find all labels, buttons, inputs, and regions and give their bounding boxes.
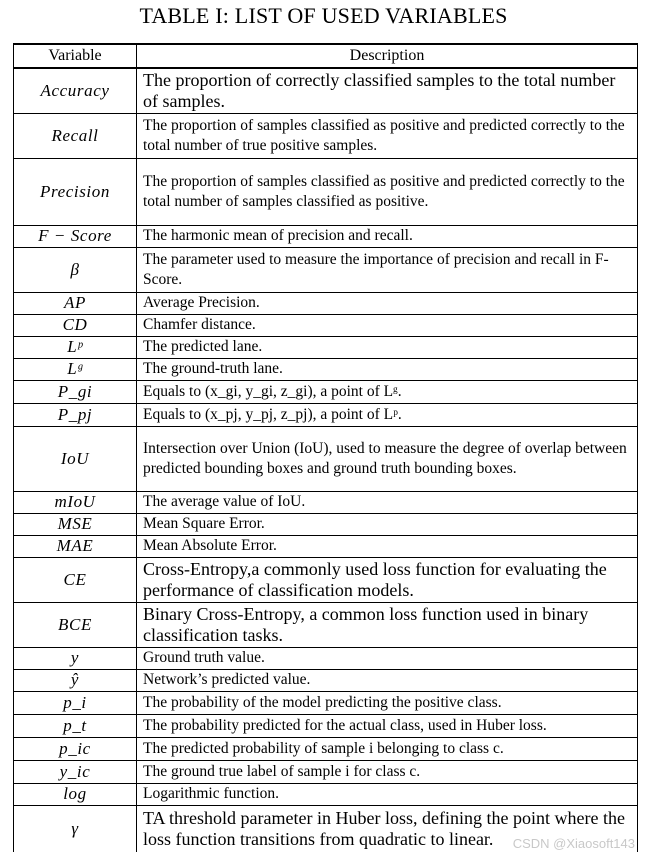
variable-cell: log [14,783,137,805]
description-cell: The ground true label of sample i for class c. [137,760,638,783]
table-row [14,535,638,557]
description-cell: Binary Cross-Entropy, a common loss function used in binary classification tasks. [137,602,638,647]
variable-cell: BCE [14,602,137,647]
description-cell: Ground truth value. [137,647,638,669]
table-row [14,737,638,760]
table-row [14,602,638,647]
header-description: Description [137,44,638,68]
description-cell: The average value of IoU. [137,491,638,513]
table-row [14,292,638,314]
watermark: CSDN @Xiaosoft143 [512,836,635,851]
table-row [14,403,638,426]
variable-cell: p_t [14,714,137,737]
variable-cell: MAE [14,535,137,557]
table-row [14,158,638,225]
description-cell: Chamfer distance. [137,314,638,336]
description-cell: TA threshold parameter in Huber loss, defining the point where the loss function transitions from quadratic to linear. [137,805,638,852]
table-row [14,760,638,783]
variable-cell: CD [14,314,137,336]
header-variable: Variable [14,44,137,68]
variable-cell: ŷ [14,669,137,691]
table-row [14,647,638,669]
table-row [14,68,638,113]
variable-cell: y [14,647,137,669]
table-row [14,669,638,691]
table-row [14,691,638,714]
table-row [14,491,638,513]
variable-cell: CE [14,557,137,602]
table-row [14,783,638,805]
variable-cell: Lᵍ [14,358,137,380]
variable-cell: p_ic [14,737,137,760]
variable-cell: Recall [14,113,137,158]
description-cell: The proportion of samples classified as positive and predicted correctly to the total number of samples classified as positive. [137,158,638,225]
description-cell: Logarithmic function. [137,783,638,805]
header-row [14,44,638,68]
description-cell: The predicted probability of sample i belonging to class c. [137,737,638,760]
variable-cell: p_i [14,691,137,714]
description-cell: Equals to (x_pj, y_pj, z_pj), a point of Lᵖ. [137,403,638,426]
variable-cell: Precision [14,158,137,225]
table-row [14,380,638,403]
description-cell: Average Precision. [137,292,638,314]
variable-cell: P_gi [14,380,137,403]
variables-table [13,43,638,852]
variable-cell: β [14,247,137,292]
table-row [14,714,638,737]
table-row [14,513,638,535]
description-cell: The harmonic mean of precision and recall. [137,225,638,247]
description-cell: The predicted lane. [137,336,638,358]
table-title: TABLE I: LIST OF USED VARIABLES [139,3,508,28]
description-cell: The parameter used to measure the importance of precision and recall in F-Score. [137,247,638,292]
table-row [14,358,638,380]
description-cell: The ground-truth lane. [137,358,638,380]
variable-cell: γ [14,805,137,852]
variable-cell: AP [14,292,137,314]
description-cell: Equals to (x_gi, y_gi, z_gi), a point of Lᵍ. [137,380,638,403]
description-cell: Intersection over Union (IoU), used to measure the degree of overlap between predicted bounding boxes and ground truth bounding boxes. [137,426,638,491]
table-row [14,314,638,336]
variable-cell: y_ic [14,760,137,783]
table-row [14,557,638,602]
description-cell: Mean Absolute Error. [137,535,638,557]
table-row [14,426,638,491]
table-row [14,336,638,358]
table-row [14,247,638,292]
description-cell: Mean Square Error. [137,513,638,535]
description-cell: The proportion of samples classified as positive and predicted correctly to the total number of true positive samples. [137,113,638,158]
description-cell: The probability predicted for the actual class, used in Huber loss. [137,714,638,737]
description-cell: The proportion of correctly classified samples to the total number of samples. [137,68,638,113]
table-row [14,225,638,247]
variable-cell: Lᵖ [14,336,137,358]
description-cell: The probability of the model predicting the positive class. [137,691,638,714]
variable-cell: Accuracy [14,68,137,113]
description-cell: Cross-Entropy,a commonly used loss function for evaluating the performance of classification models. [137,557,638,602]
variable-cell: F − Score [14,225,137,247]
variable-cell: MSE [14,513,137,535]
variable-cell: IoU [14,426,137,491]
variable-cell: mIoU [14,491,137,513]
description-cell: Network’s predicted value. [137,669,638,691]
variable-cell: P_pj [14,403,137,426]
table-row [14,113,638,158]
